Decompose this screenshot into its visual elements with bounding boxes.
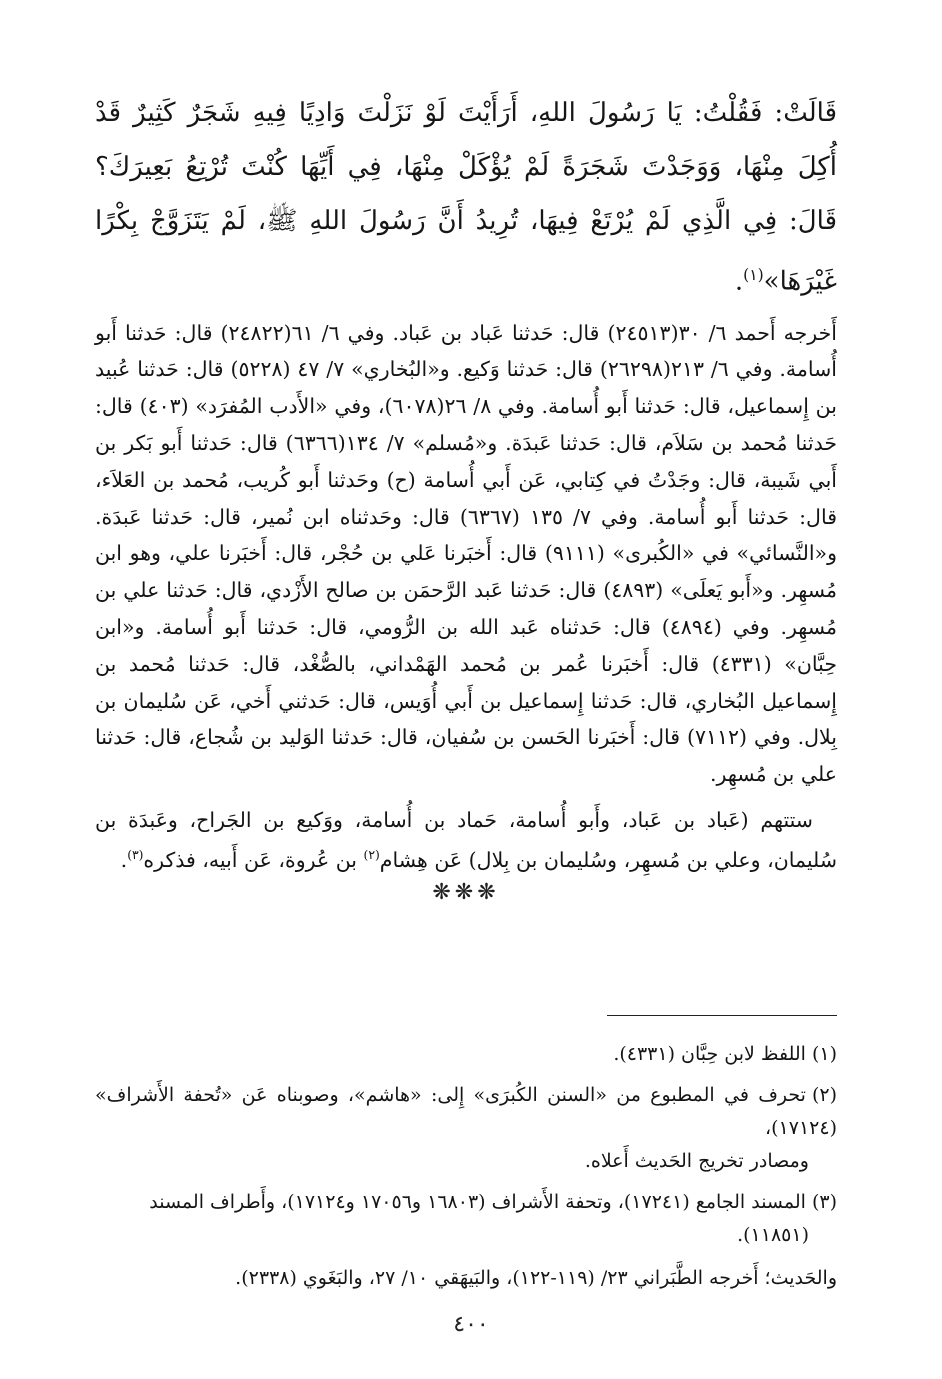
footnote-continuation: (١١٨٥١). <box>737 1224 809 1246</box>
isnad-text-before: ستتهم (عَباد بن عَباد، وأَبو أُسامة، حَماد بن أُسامة، ووَكيع بن الجَراح، وعَبدَة بن سُليمان، وعلي بن مُسهِر، وسُليمان بن بِلال) عَن هِشام <box>95 808 837 872</box>
footnotes <box>95 1030 837 1295</box>
footnote-number: (٢) <box>811 1084 837 1106</box>
isnad-text-middle: بن عُروة، عَن أَبيه، فذكره <box>143 847 364 872</box>
isnad-text-end: . <box>120 847 128 872</box>
footnote-text: المسند الجامع (١٧٢٤١)، وتحفة الأَشراف (١٦٨٠٣ و١٧٠٥٦ و١٧١٢٤)، وأَطراف المسند <box>149 1191 806 1213</box>
footnote-ref-1: (١) <box>743 266 764 284</box>
footnote-ref-3: (٣) <box>127 848 144 863</box>
isnad-paragraph <box>95 803 837 878</box>
page-body <box>95 86 837 905</box>
footnote-divider <box>607 1015 837 1016</box>
footnote-extra-note: والحَديث؛ أَخرجه الطَّبَراني ٢٣/ (١١٩-١٢٢)، والبَيهَقي ١٠/ ٢٧، والبَغَوي (٢٣٣٨). <box>235 1267 837 1289</box>
takhrij-paragraph: أَخرجه أَحمد ٦/ ٣٠(٢٤٥١٣) قال: حَدثنا عَباد بن عَباد. وفي ٦/ ٦١(٢٤٨٢٢) قال: حَدثنا أَبو أُسامة. وفي ٦/ ٢١٣(٢٦٢٩٨) قال: حَدثنا وَكيع. و«البُخاري» ٧/ ٤٧ (٥٢٢٨) قال: حَدثنا عُبيد بن إِسماعيل، قال: حَدثنا أَبو أُسامة. وفي ٨/ ٢٦(٦٠٧٨)، وفي «الأَدب المُفرَد» (٤٠٣) قال: حَدثنا مُحمد بن سَلاَم، قال: حَدثنا عَبدَة. و«مُسلم» ٧/ ١٣٤(٦٣٦٦) قال: حَدثنا أَبو بَكر بن أَبي شَيبة، قال: وجَدْتُ في كِتابي، عَن أَبي أُسامة (ح) وحَدثنا أَبو كُريب، مُحمد بن العَلاَء، قال: حَدثنا أَبو أُسامة. وفي ٧/ ١٣٥ (٦٣٦٧) قال: وحَدثناه ابن نُمير، قال: حَدثنا عَبدَة. و«النَّسائي» في «الكُبرى» (٩١١١) قال: أَخبَرنا عَلي بن حُجْر، قال: أَخبَرنا علي، وهو ابن مُسهِر. و«أَبو يَعلَى» (٤٨٩٣) قال: حَدثنا عَبد الرَّحمَن بن صالح الأَزْدي، قال: حَدثنا علي بن مُسهِر. وفي (٤٨٩٤) قال: حَدثناه عَبد الله بن الرُّومي، قال: حَدثنا أَبو أُسامة. و«ابن حِبَّان» (٤٣٣١) قال: أَخبَرنا عُمر بن مُحمد الهَمْداني، بالصُّغْد، قال: حَدثنا مُحمد بن إِسماعيل البُخاري، قال: حَدثنا إِسماعيل بن أَبي أُوَيس، قال: حَدثني أَخي، عَن سُليمان بن بِلال. وفي (٧١١٢) قال: أَخبَرنا الحَسن بن سُفيان، قال: حَدثنا الوَليد بن شُجاع، قال: حَدثنا علي بن مُسهِر. <box>95 320 837 787</box>
page-number: ٤٠٠ <box>453 1312 489 1337</box>
footnote-text: اللفظ لابن حِبَّان (٤٣٣١). <box>613 1043 806 1065</box>
section-separator: ❋❋❋ <box>432 879 500 905</box>
footnote-number: (٣) <box>811 1191 837 1213</box>
hadith-text: قَالَتْ: فَقُلْتُ: يَا رَسُولَ اللهِ، أَرَأَيْتَ لَوْ نَزَلْتَ وَادِيًا فِيهِ شَجَرٌ كَثِيرٌ قَدْ أُكِلَ مِنْهَا، وَوَجَدْتَ شَجَرَةً لَمْ يُؤْكَلْ مِنْهَا، فِي أَيِّهَا كُنْتَ تُرْتِعُ بَعِيرَكَ؟ قَالَ: فِي الَّذِي لَمْ يُرْتَعْ فِيهَا، تُرِيدُ أَنَّ رَسُولَ اللهِ ﷺ، لَمْ يَتَزَوَّجْ بِكْرًا غَيْرَهَا»$^{(١)}$. <box>95 98 837 297</box>
footnote-continuation: ومصادر تخريج الحَديث أَعلاه. <box>584 1150 809 1172</box>
footnote-1 <box>95 1038 837 1071</box>
footnote-3 <box>95 1186 837 1252</box>
footnote-ref-2: (٢) <box>363 848 380 863</box>
footnote-2 <box>95 1079 837 1178</box>
footnote-number: (١) <box>811 1043 837 1065</box>
hadith-body: قَالَتْ: فَقُلْتُ: يَا رَسُولَ اللهِ، أَرَأَيْتَ لَوْ نَزَلْتَ وَادِيًا فِيهِ شَجَرٌ كَثِيرٌ قَدْ أُكِلَ مِنْهَا، وَوَجَدْتَ شَجَرَةً لَمْ يُؤْكَلْ مِنْهَا، فِي أَيِّهَا كُنْتَ تُرْتِعُ بَعِيرَكَ؟ قَالَ: فِي الَّذِي لَمْ يُرْتَعْ فِيهَا، تُرِيدُ أَنَّ رَسُولَ اللهِ ﷺ، لَمْ يَتَزَوَّجْ بِكْرًا غَيْرَهَا» <box>95 98 837 297</box>
footnote-text: تحرف في المطبوع من «السنن الكُبرَى» إِلى: «هاشم»، وصوبناه عَن «تُحفة الأَشراف» (١٧١٢٤)، <box>95 1084 837 1139</box>
